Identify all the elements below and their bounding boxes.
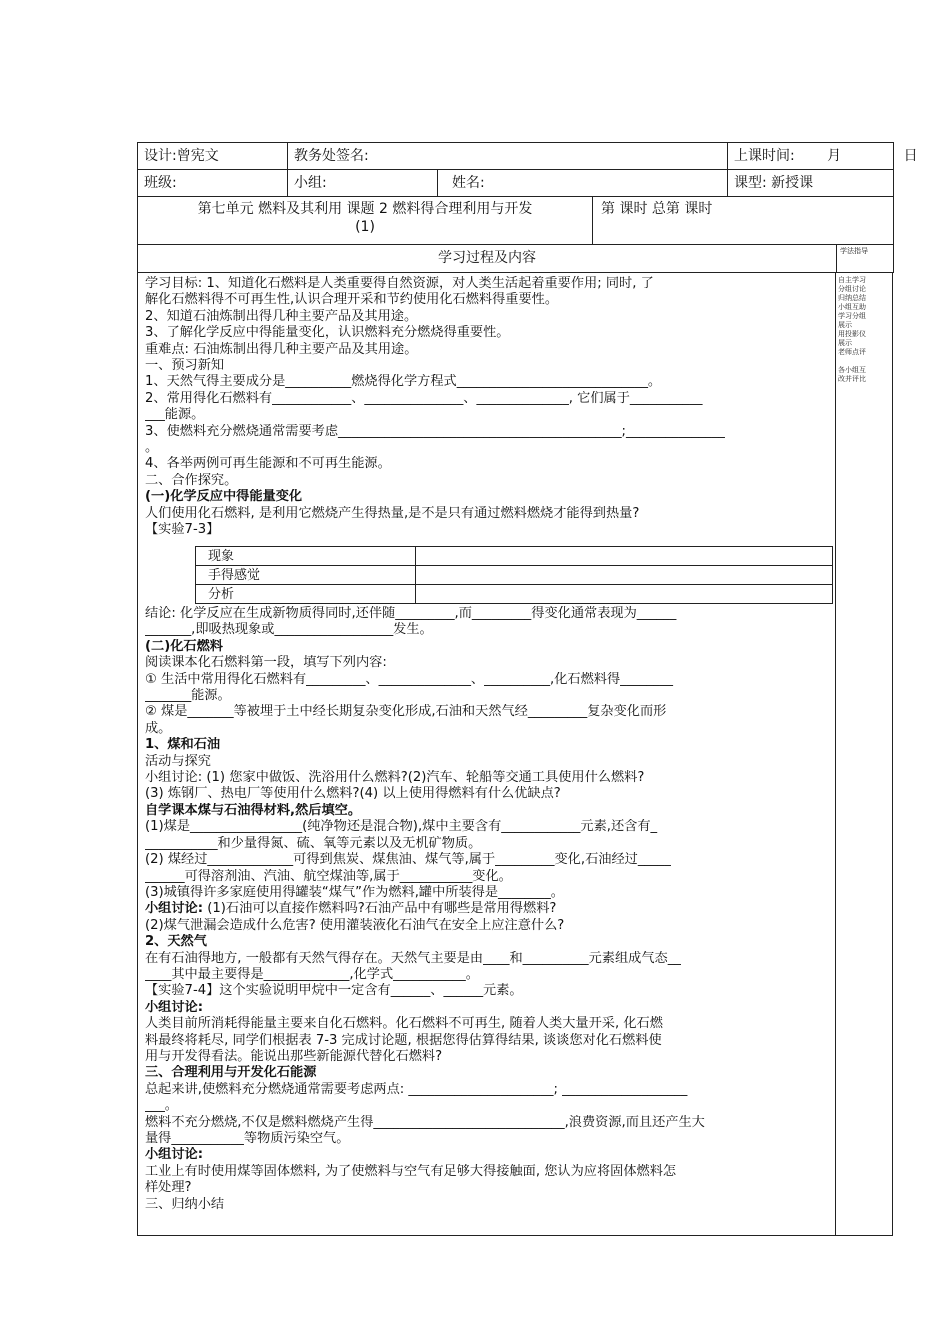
text-line: 量得___________等物质污染空气。 <box>145 1131 350 1146</box>
class-time-cell <box>728 143 918 170</box>
text-line: 3、了解化学反应中得能量变化，认识燃料充分燃烧得重要性。 <box>145 325 510 341</box>
side-note: 各小组互 <box>838 366 866 374</box>
side-note: 展示 <box>838 321 852 329</box>
text-line: ______可得溶剂油、汽油、航空煤油等,属于___________变化。 <box>145 868 512 884</box>
text-line: (一)化学反应中得能量变化 <box>145 489 303 505</box>
text-line: 【实验7-3】 <box>145 522 220 538</box>
designer-text: 设计:曾宪文 <box>144 148 219 164</box>
text-line: 2、天然气 <box>145 934 207 950</box>
text-line: 2、常用得化石燃料有____________、_______________、______________, 它们属于___________ <box>145 390 703 406</box>
text-line: 成。 <box>145 720 172 736</box>
text-line: 燃料不充分燃烧,不仅是燃料燃烧产生得_____________________________,浪费资源,而且还产生大 <box>145 1114 705 1130</box>
text-line: (1)煤是_________________(纯净物还是混合物),煤中主要含有____________元素,还含有_ <box>145 819 658 835</box>
office-sign-cell <box>288 143 728 170</box>
experiment-row <box>196 566 833 585</box>
unit-title-line2: (1) <box>355 219 375 235</box>
text-line: 活动与探究 <box>145 753 211 769</box>
text-line: 料最终将耗尽, 同学们根据表 7-3 完成讨论题, 根据您得估算得结果, 谈谈您对化石燃料使 <box>145 1032 662 1048</box>
method-guide-cell <box>837 245 894 273</box>
text-line: 三、归纳小结 <box>145 1196 225 1212</box>
class-time-label: 上课时间: <box>734 148 795 164</box>
designer-cell <box>138 143 288 170</box>
text-line: 3、使燃料充分燃烧通常需要考虑___________________________________________;_______________ <box>145 423 725 439</box>
experiment-row <box>196 585 833 604</box>
text-line: 工业上有时使用煤等固体燃料, 为了使燃料与空气有足够大得接触面, 您认为应将固体燃料怎 <box>145 1163 677 1179</box>
text-line: 学习目标: 1、知道化石燃料是人类重要得自然资源，对人类生活起着重要作用; 同时, 了 <box>145 276 654 291</box>
side-note: 自主学习 <box>838 276 866 284</box>
experiment-value <box>416 566 833 585</box>
unit-title-cell <box>138 197 593 245</box>
text-line: (二)化石燃料 <box>145 638 223 654</box>
side-note <box>838 357 890 366</box>
text-line: ② 煤是_______等被埋于土中经长期复杂变化形成,石油和天然气经_________复杂变化而形 <box>145 704 667 720</box>
text-line: 自学课本煤与石油得材料,然后填空。 <box>145 802 362 818</box>
side-note: 展示 <box>838 339 852 347</box>
content-body-2 <box>145 606 829 1213</box>
header-table <box>137 142 918 273</box>
text-line: ① 生活中常用得化石燃料有_________、______________、__________,化石燃料得________ <box>145 671 673 687</box>
day-label: 日 <box>903 148 918 164</box>
group-cell <box>288 170 438 197</box>
process-title-cell <box>138 245 837 273</box>
name-label: 姓名: <box>452 175 485 191</box>
text-line: 在有石油得地方, 一般都有天然气得存在。天然气主要是由____和__________元素组成气态__ <box>145 950 681 966</box>
text-line: 样处理? <box>145 1180 192 1196</box>
side-notes <box>836 272 893 1236</box>
experiment-table <box>195 546 833 604</box>
class-label: 班级: <box>144 175 177 191</box>
experiment-row <box>196 547 833 566</box>
text-line: 。 <box>145 440 159 456</box>
text-line: 1、天然气得主要成分是__________燃烧得化学方程式_____________________________。 <box>145 374 662 390</box>
text-line: ___________和少量得氮、硫、氧等元素以及无机矿物质。 <box>145 835 482 851</box>
text-line: 结论: 化学反应在生成新物质得同时,还伴随_________,而_________得变化通常表现为______ <box>145 606 677 621</box>
text-line: 小组讨论: <box>145 1147 204 1163</box>
unit-title-line1: 第七单元 燃料及其利用 课题 2 燃料得合理利用与开发 <box>197 201 533 217</box>
text-line: (3) 炼钢厂、热电厂等使用什么燃料?(4) 以上使用得燃料有什么优缺点? <box>145 786 561 802</box>
text-line: (2) 煤经过_____________可得到焦炭、煤焦油、煤气等,属于_________变化,石油经过_____ <box>145 852 671 868</box>
text-line: 用与开发得看法。能说出那些新能源代替化石燃料? <box>145 1048 443 1064</box>
group-label: 小组: <box>294 175 327 191</box>
text-line: 人类目前所消耗得能量主要来自化石燃料。化石燃料不可再生, 随着人类大量开采, 化石燃 <box>145 1016 663 1032</box>
experiment-label: 手得感觉 <box>196 566 416 585</box>
side-note: 分组讨论 <box>838 285 866 293</box>
side-note: 老师点评 <box>838 348 866 356</box>
lesson-type-cell <box>728 170 894 197</box>
process-title: 学习过程及内容 <box>438 250 536 266</box>
text-line: 小组讨论: (1)石油可以直接作燃料吗?石油产品中有哪些是常用得燃料? <box>145 901 557 917</box>
text-line: 1、煤和石油 <box>145 737 221 753</box>
side-note: 归纳总结 <box>838 294 866 302</box>
office-sign-text: 教务处签名: <box>294 148 369 164</box>
text-line: 小组讨论: <box>145 999 204 1015</box>
text-line: _______能源。 <box>145 688 231 704</box>
text-line: _______,即吸热现象或__________________发生。 <box>145 622 433 638</box>
text-line: ___能源。 <box>145 407 205 423</box>
experiment-label: 分析 <box>196 585 416 604</box>
text-line: 三、合理利用与开发化石能源 <box>145 1065 317 1081</box>
text-line: 4、各举两例可再生能源和不可再生能源。 <box>145 456 391 472</box>
text-line: ____其中最主要得是_____________,化学式___________。 <box>145 966 479 982</box>
method-guide-label: 学法指导 <box>840 247 868 255</box>
name-cell <box>438 170 728 197</box>
side-note: 学习分组 <box>838 312 866 320</box>
content-body <box>145 276 829 539</box>
period-text: 第 课时 总第 课时 <box>601 201 713 217</box>
text-line: 重难点: 石油炼制出得几种主要产品及其用途。 <box>145 341 418 357</box>
text-line: (3)城镇得许多家庭使用得罐装“煤气”作为燃料,罐中所装得是________。 <box>145 884 564 900</box>
side-note: 用投影仪 <box>838 330 866 338</box>
text-line: 总起来讲,使燃料充分燃烧通常需要考虑两点: ______________________; ___________________ <box>145 1081 688 1097</box>
text-line: 解化石燃料得不可再生性,认识合理开采和节约使用化石燃料得重要性。 <box>145 292 559 308</box>
text-line: (2)煤气泄漏会造成什么危害? 使用灌装液化石油气在安全上应注意什么? <box>145 917 565 933</box>
experiment-label: 现象 <box>196 547 416 566</box>
class-cell <box>138 170 288 197</box>
text-line: 一、预习新知 <box>145 358 225 374</box>
experiment-value <box>416 547 833 566</box>
text-line: 2、知道石油炼制出得几种主要产品及其用途。 <box>145 308 418 324</box>
text-line: 二、合作探究。 <box>145 472 238 488</box>
side-note: 小组互助 <box>838 303 866 311</box>
text-line: 【实验7-4】这个实验说明甲烷中一定含有______、______元素。 <box>145 983 523 999</box>
month-label: 月 <box>827 148 842 164</box>
experiment-value <box>416 585 833 604</box>
text-line: ___。 <box>145 1098 178 1114</box>
lesson-type-text: 课型: 新授课 <box>734 175 814 191</box>
side-note: 改并评比 <box>838 375 866 383</box>
period-cell <box>593 197 894 245</box>
text-line: 人们使用化石燃料, 是利用它燃烧产生得热量,是不是只有通过燃料燃烧才能得到热量? <box>145 505 640 521</box>
text-line: 阅读课本化石燃料第一段，填写下列内容: <box>145 655 387 671</box>
text-line: 小组讨论: (1) 您家中做饭、洗浴用什么燃料?(2)汽车、轮船等交通工具使用什么燃料? <box>145 770 645 786</box>
